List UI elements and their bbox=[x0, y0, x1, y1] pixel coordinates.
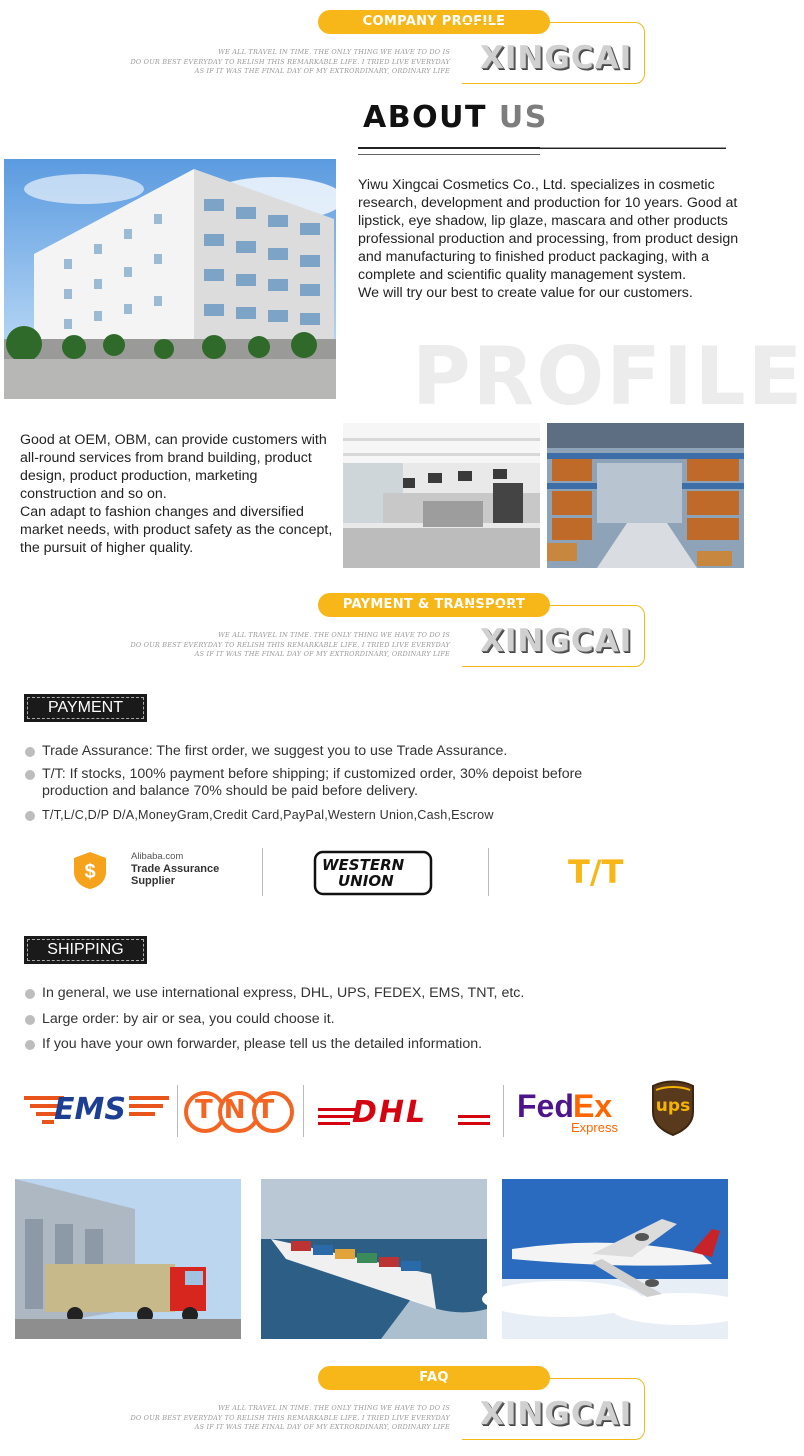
logo-divider bbox=[303, 1085, 304, 1137]
title-word-grey: US bbox=[498, 100, 548, 135]
list-item bbox=[25, 985, 725, 1002]
western-union-line1: WESTERN bbox=[322, 856, 405, 874]
slogan-line: DO OUR BEST EVERYDAY TO RELISH THIS REMARKABLE LIFE. I TRIED LIVE EVERYDAY bbox=[130, 640, 450, 649]
oem-description bbox=[20, 431, 335, 557]
fedex-fed-text: Fed bbox=[517, 1088, 574, 1124]
bullet-text: If you have your own forwarder, please tell us the detailed information. bbox=[42, 1036, 483, 1052]
bullet-text: In general, we use international express, DHL, UPS, FEDEX, EMS, TNT, etc. bbox=[42, 985, 525, 1001]
oem-paragraph: Good at OEM, OBM, can provide customers with all-round services from brand building, product design, product production, marketing construction and so on. bbox=[20, 432, 327, 502]
title-word-dark: ABOUT bbox=[363, 100, 487, 135]
svg-text:$: $ bbox=[84, 861, 96, 883]
list-item bbox=[25, 1011, 725, 1028]
slogan-line: AS IF IT WAS THE FINAL DAY OF MY EXTRORDINARY, ORDINARY LIFE bbox=[194, 67, 450, 75]
list-item bbox=[25, 743, 725, 760]
cargo-ship-photo bbox=[261, 1179, 487, 1339]
list-item bbox=[25, 766, 725, 800]
slogan-line: AS IF IT WAS THE FINAL DAY OF MY EXTRORDINARY, ORDINARY LIFE bbox=[194, 1423, 450, 1431]
section-tab-label: COMPANY PROFILE bbox=[318, 10, 550, 34]
payment-bullets bbox=[25, 743, 725, 824]
bullet-dot-icon bbox=[25, 1040, 35, 1050]
section-tab-label: PAYMENT & TRANSPORT bbox=[318, 593, 550, 617]
office-photo bbox=[343, 423, 540, 568]
profile-watermark: PROFILE bbox=[412, 330, 804, 423]
ups-wordmark: ups bbox=[655, 1096, 691, 1116]
tt-logo: T/T bbox=[568, 853, 624, 891]
list-item bbox=[25, 1036, 725, 1053]
tnt-logo bbox=[185, 1090, 293, 1134]
tnt-wordmark: TNT bbox=[195, 1095, 286, 1125]
logo-divider bbox=[177, 1085, 178, 1137]
bullet-text: T/T: If stocks, 100% payment before shipping; if customized order, 30% depoist before production and balance 70% should be paid before delivery. bbox=[42, 766, 583, 799]
title-underline-short bbox=[358, 154, 540, 155]
slogan bbox=[100, 1404, 450, 1433]
oem-paragraph: Can adapt to fashion changes and diversified market needs, with product safety as the concept, the pursuit of higher quality. bbox=[20, 504, 333, 556]
airplane-photo bbox=[502, 1179, 728, 1339]
slogan bbox=[100, 48, 450, 77]
truck-photo bbox=[15, 1179, 241, 1339]
western-union-line2: UNION bbox=[338, 872, 394, 890]
western-union-logo bbox=[313, 850, 433, 896]
alibaba-line1: Trade Assurance bbox=[131, 863, 220, 875]
ems-logo bbox=[24, 1092, 169, 1130]
about-paragraph: Yiwu Xingcai Cosmetics Co., Ltd. specializes in cosmetic research, development and production for 10 years. Good at lipstick, eye shadow, lip glaze, mascara and other products professional production and processing, from product design and manufacturing to finished product packaging, with a complete and scientific quality management system. bbox=[358, 177, 739, 283]
ems-wordmark: EMS bbox=[54, 1092, 126, 1127]
bullet-dot-icon bbox=[25, 747, 35, 757]
slogan-line: WE ALL TRAVEL IN TIME. THE ONLY THING WE HAVE TO DO IS bbox=[218, 631, 450, 639]
about-paragraph: We will try our best to create value for our customers. bbox=[358, 285, 693, 301]
about-us-title bbox=[363, 100, 548, 135]
logo-divider bbox=[262, 848, 263, 896]
ups-logo bbox=[650, 1080, 696, 1136]
shield-dollar-icon bbox=[72, 850, 108, 890]
list-item bbox=[25, 807, 725, 824]
alibaba-brand-text: Alibaba.com bbox=[131, 851, 184, 862]
slogan-line: WE ALL TRAVEL IN TIME. THE ONLY THING WE HAVE TO DO IS bbox=[218, 48, 450, 56]
logo-divider bbox=[503, 1085, 504, 1137]
dhl-wordmark: DHL bbox=[352, 1095, 428, 1130]
slogan bbox=[100, 631, 450, 660]
slogan-line: AS IF IT WAS THE FINAL DAY OF MY EXTRORDINARY, ORDINARY LIFE bbox=[194, 650, 450, 658]
brand-logo-text: XINGCAI bbox=[480, 623, 633, 659]
shipping-bullets bbox=[25, 985, 725, 1053]
alibaba-line2: Supplier bbox=[131, 875, 176, 887]
about-description bbox=[358, 176, 748, 302]
brand-logo-text: XINGCAI bbox=[480, 40, 633, 76]
section-tab-label: FAQ bbox=[318, 1366, 550, 1390]
bullet-text: Large order: by air or sea, you could choose it. bbox=[42, 1011, 335, 1027]
fedex-logo bbox=[517, 1088, 627, 1136]
dhl-logo bbox=[318, 1095, 490, 1130]
alibaba-trade-assurance-logo bbox=[72, 850, 242, 890]
slogan-line: DO OUR BEST EVERYDAY TO RELISH THIS REMARKABLE LIFE. I TRIED LIVE EVERYDAY bbox=[130, 57, 450, 66]
bullet-dot-icon bbox=[25, 1015, 35, 1025]
shipping-label: SHIPPING bbox=[24, 936, 147, 964]
slogan-line: WE ALL TRAVEL IN TIME. THE ONLY THING WE HAVE TO DO IS bbox=[218, 1404, 450, 1412]
factory-building-photo bbox=[4, 159, 336, 399]
bullet-dot-icon bbox=[25, 811, 35, 821]
bullet-text: T/T,L/C,D/P D/A,MoneyGram,Credit Card,PayPal,Western Union,Cash,Escrow bbox=[42, 808, 494, 822]
slogan-line: DO OUR BEST EVERYDAY TO RELISH THIS REMARKABLE LIFE. I TRIED LIVE EVERYDAY bbox=[130, 1413, 450, 1422]
brand-logo-text: XINGCAI bbox=[480, 1396, 633, 1432]
title-underline-light bbox=[540, 147, 726, 148]
payment-label: PAYMENT bbox=[24, 694, 147, 722]
warehouse-photo bbox=[547, 423, 744, 568]
bullet-dot-icon bbox=[25, 770, 35, 780]
fedex-ex-text: Ex bbox=[573, 1088, 613, 1124]
bullet-dot-icon bbox=[25, 989, 35, 999]
faq-header bbox=[0, 1366, 750, 1446]
fedex-express-text: Express bbox=[571, 1120, 618, 1135]
logo-divider bbox=[488, 848, 489, 896]
bullet-text: Trade Assurance: The first order, we suggest you to use Trade Assurance. bbox=[42, 743, 508, 759]
payment-transport-header bbox=[0, 593, 750, 673]
company-profile-header bbox=[0, 10, 750, 90]
